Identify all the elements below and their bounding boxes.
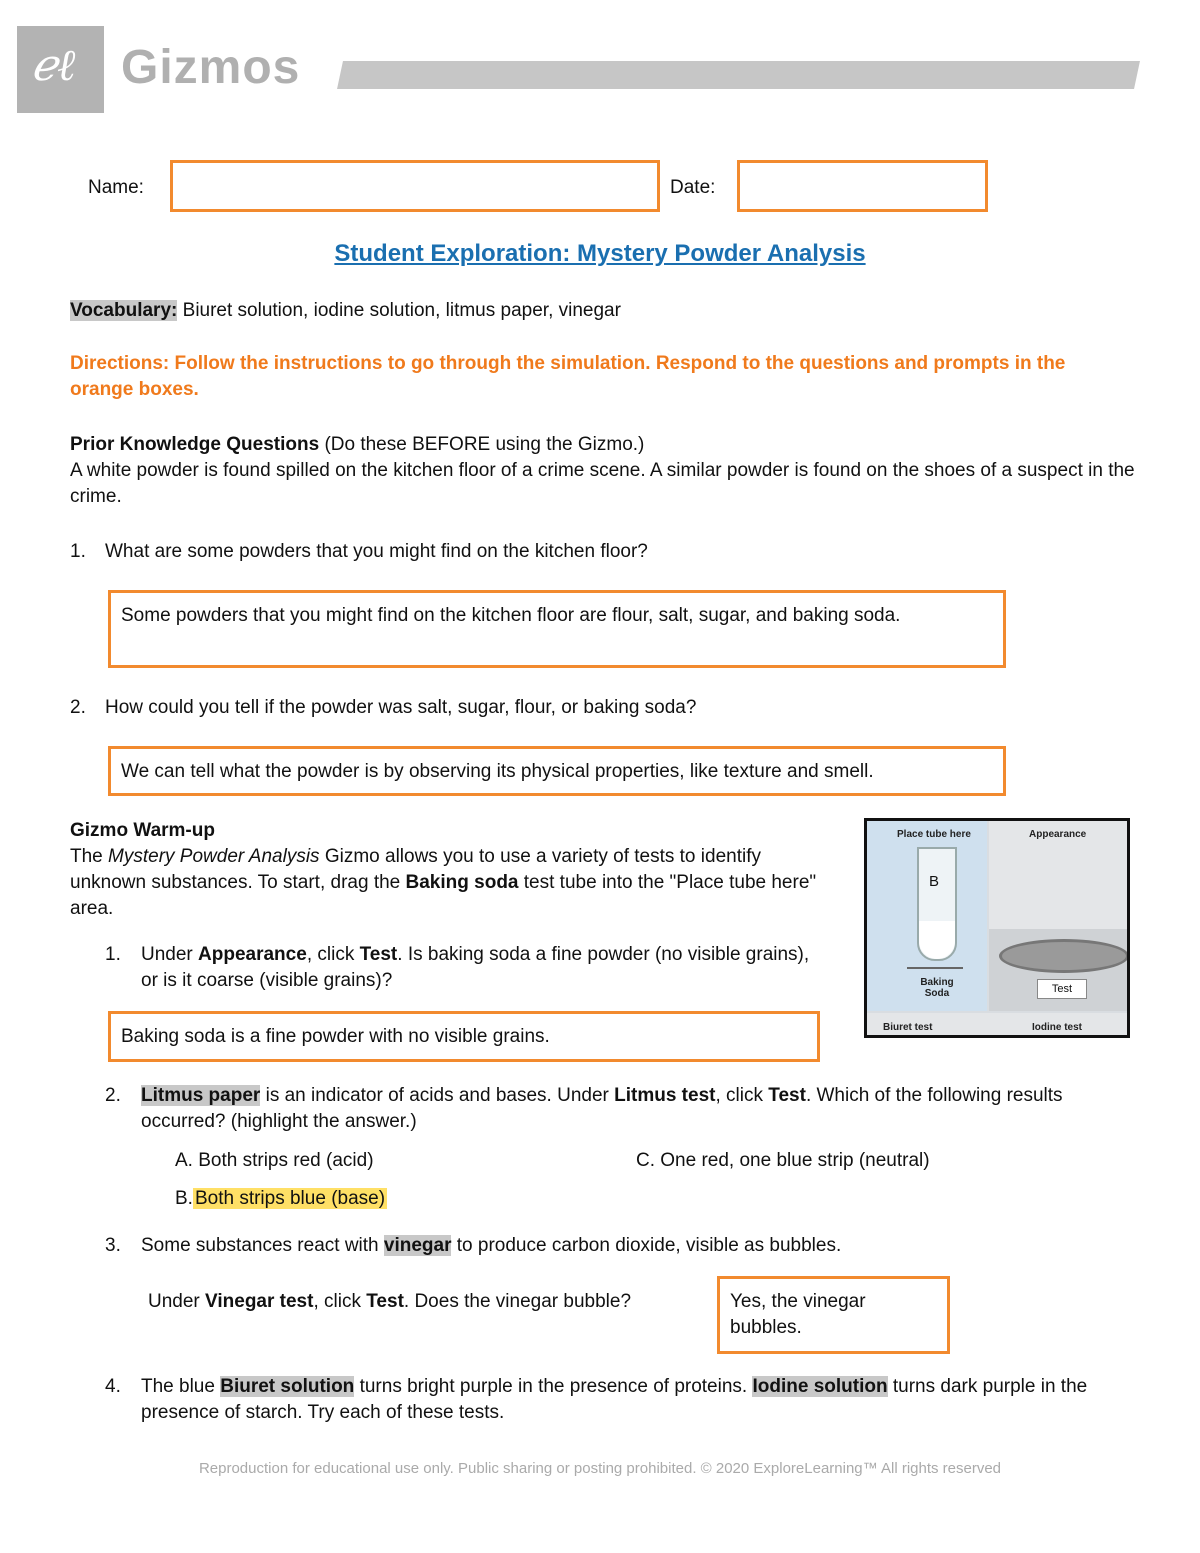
warmup-q3-c: to produce carbon dioxide, visible as bubbles. bbox=[451, 1235, 842, 1256]
warmup-q1-number: 1. bbox=[105, 944, 121, 965]
warmup-q3-sub bbox=[148, 1289, 708, 1315]
warmup-q4-text bbox=[141, 1374, 1136, 1426]
prior-a2-text: We can tell what the powder is by observing its physical properties, like texture and smell. bbox=[121, 761, 874, 782]
tube-name: Baking Soda bbox=[920, 977, 954, 999]
warmup-intro-bold: Baking soda bbox=[405, 872, 519, 893]
header-bar bbox=[337, 61, 1140, 89]
tube-stand bbox=[907, 961, 963, 969]
warmup-q4-d: Iodine solution bbox=[752, 1376, 888, 1397]
warmup-intro-1: The bbox=[70, 846, 109, 867]
warmup-q2-b: is an indicator of acids and bases. Under bbox=[260, 1085, 615, 1106]
prior-q1-text: What are some powders that you might find on the kitchen floor? bbox=[105, 541, 648, 562]
warmup-q3-sub-e: . Does the vinegar bubble? bbox=[403, 1291, 632, 1312]
warmup-q4-c: turns bright purple in the presence of proteins. bbox=[354, 1376, 753, 1397]
appearance-label: Appearance bbox=[1029, 829, 1087, 840]
warmup-q3-number: 3. bbox=[105, 1235, 121, 1256]
warmup-intro bbox=[70, 844, 830, 922]
warmup-intro-2: Gizmo allows you to use a variety of tests to identify unknown substances. To start, drag the bbox=[70, 846, 761, 893]
prior-a1-text: Some powders that you might find on the kitchen floor are flour, salt, sugar, and baking soda. bbox=[121, 605, 901, 626]
warmup-q2-text bbox=[141, 1083, 1136, 1135]
warmup-q3-a: Some substances react with bbox=[141, 1235, 384, 1256]
powder-fill bbox=[919, 921, 955, 959]
prior-note: (Do these BEFORE using the Gizmo.) bbox=[324, 434, 645, 455]
directions: Directions: Follow the instructions to go through the simulation. Respond to the questions and prompts in the orange boxes. bbox=[70, 353, 1066, 400]
prior-q1-number: 1. bbox=[70, 541, 86, 562]
warmup-q1-b: Appearance bbox=[198, 944, 307, 965]
warmup-q4-e: turns dark purple in the presence of starch. Try each of these tests. bbox=[141, 1376, 1088, 1423]
warmup-q2-d: , click bbox=[715, 1085, 769, 1106]
warmup-q1-e: . Is baking soda a fine powder (no visible grains), or is it coarse (visible grains)? bbox=[141, 944, 810, 991]
option-a[interactable]: A. Both strips red (acid) bbox=[175, 1150, 374, 1171]
warmup-q3-b: vinegar bbox=[383, 1235, 452, 1256]
warmup-a3-text: Yes, the vinegar bubbles. bbox=[730, 1291, 866, 1338]
footer-copyright: Reproduction for educational use only. Public sharing or posting prohibited. © 2020 ExploreLearning™ All rights reserved bbox=[198, 1460, 1002, 1477]
warmup-intro-italic: Mystery Powder Analysis bbox=[108, 846, 320, 867]
option-b-letter: B. bbox=[175, 1188, 193, 1209]
warmup-q2-e: Test bbox=[768, 1085, 806, 1106]
warmup-q2-a: Litmus paper bbox=[141, 1085, 261, 1106]
date-label: Date: bbox=[670, 177, 716, 198]
prior-q2-text: How could you tell if the powder was salt, sugar, flour, or baking soda? bbox=[105, 697, 697, 718]
warmup-q2-number: 2. bbox=[105, 1085, 121, 1106]
date-field[interactable] bbox=[737, 160, 988, 212]
warmup-q3-sub-c: , click bbox=[313, 1291, 367, 1312]
warmup-a3-box[interactable] bbox=[717, 1276, 950, 1354]
prior-a1-box[interactable] bbox=[108, 590, 1006, 668]
warmup-q1-text bbox=[141, 942, 831, 994]
vocabulary-label: Vocabulary: bbox=[70, 300, 178, 321]
warmup-q1-d: Test bbox=[359, 944, 398, 965]
warmup-a1-box[interactable] bbox=[108, 1011, 820, 1062]
option-b[interactable] bbox=[175, 1186, 387, 1212]
warmup-q3-sub-d: Test bbox=[366, 1291, 404, 1312]
warmup-q1-a: Under bbox=[141, 944, 199, 965]
option-b-text: Both strips blue (base) bbox=[194, 1188, 386, 1209]
vocabulary-terms: Biuret solution, iodine solution, litmus paper, vinegar bbox=[182, 300, 621, 321]
test-tube bbox=[917, 847, 957, 961]
gizmos-logo-text: Gizmos bbox=[121, 41, 301, 94]
warmup-q2-f: . Which of the following results occurred? (highlight the answer.) bbox=[141, 1085, 1063, 1132]
warmup-intro-3: test tube into the "Place tube here" area. bbox=[70, 872, 817, 919]
prior-heading-line bbox=[70, 432, 1140, 458]
warmup-q3-text bbox=[141, 1233, 1136, 1259]
name-label: Name: bbox=[88, 177, 144, 198]
prior-heading: Prior Knowledge Questions bbox=[70, 434, 320, 455]
option-c[interactable]: C. One red, one blue strip (neutral) bbox=[636, 1150, 930, 1171]
appearance-test-button: Test bbox=[1037, 979, 1087, 999]
warmup-q2-c: Litmus test bbox=[614, 1085, 716, 1106]
prior-q2-number: 2. bbox=[70, 697, 86, 718]
warmup-q1-c: , click bbox=[306, 944, 360, 965]
prior-intro: A white powder is found spilled on the kitchen floor of a crime scene. A similar powder is found on the shoes of a suspect in the crime. bbox=[70, 460, 1135, 507]
warmup-heading: Gizmo Warm-up bbox=[70, 820, 215, 841]
iodine-test-label: Iodine test bbox=[1032, 1022, 1083, 1033]
warmup-q3-sub-b: Vinegar test bbox=[205, 1291, 314, 1312]
name-field[interactable] bbox=[170, 160, 660, 212]
warmup-q3-sub-a: Under bbox=[148, 1291, 206, 1312]
logo-glyph: ℯℓ bbox=[31, 40, 76, 91]
gizmo-screenshot bbox=[864, 818, 1130, 1038]
vocabulary-line bbox=[70, 298, 1130, 324]
biuret-test-label: Biuret test bbox=[883, 1022, 933, 1033]
gizmos-logo-mark bbox=[17, 26, 104, 113]
sample-dish bbox=[999, 939, 1129, 973]
warmup-a1-text: Baking soda is a fine powder with no visible grains. bbox=[121, 1026, 550, 1047]
page-title: Student Exploration: Mystery Powder Analysis bbox=[334, 240, 866, 267]
warmup-q4-number: 4. bbox=[105, 1376, 121, 1397]
warmup-q4-b: Biuret solution bbox=[220, 1376, 355, 1397]
tube-letter: B bbox=[929, 873, 940, 890]
place-tube-label: Place tube here bbox=[897, 829, 971, 840]
warmup-q4-a: The blue bbox=[141, 1376, 221, 1397]
prior-a2-box[interactable] bbox=[108, 746, 1006, 796]
